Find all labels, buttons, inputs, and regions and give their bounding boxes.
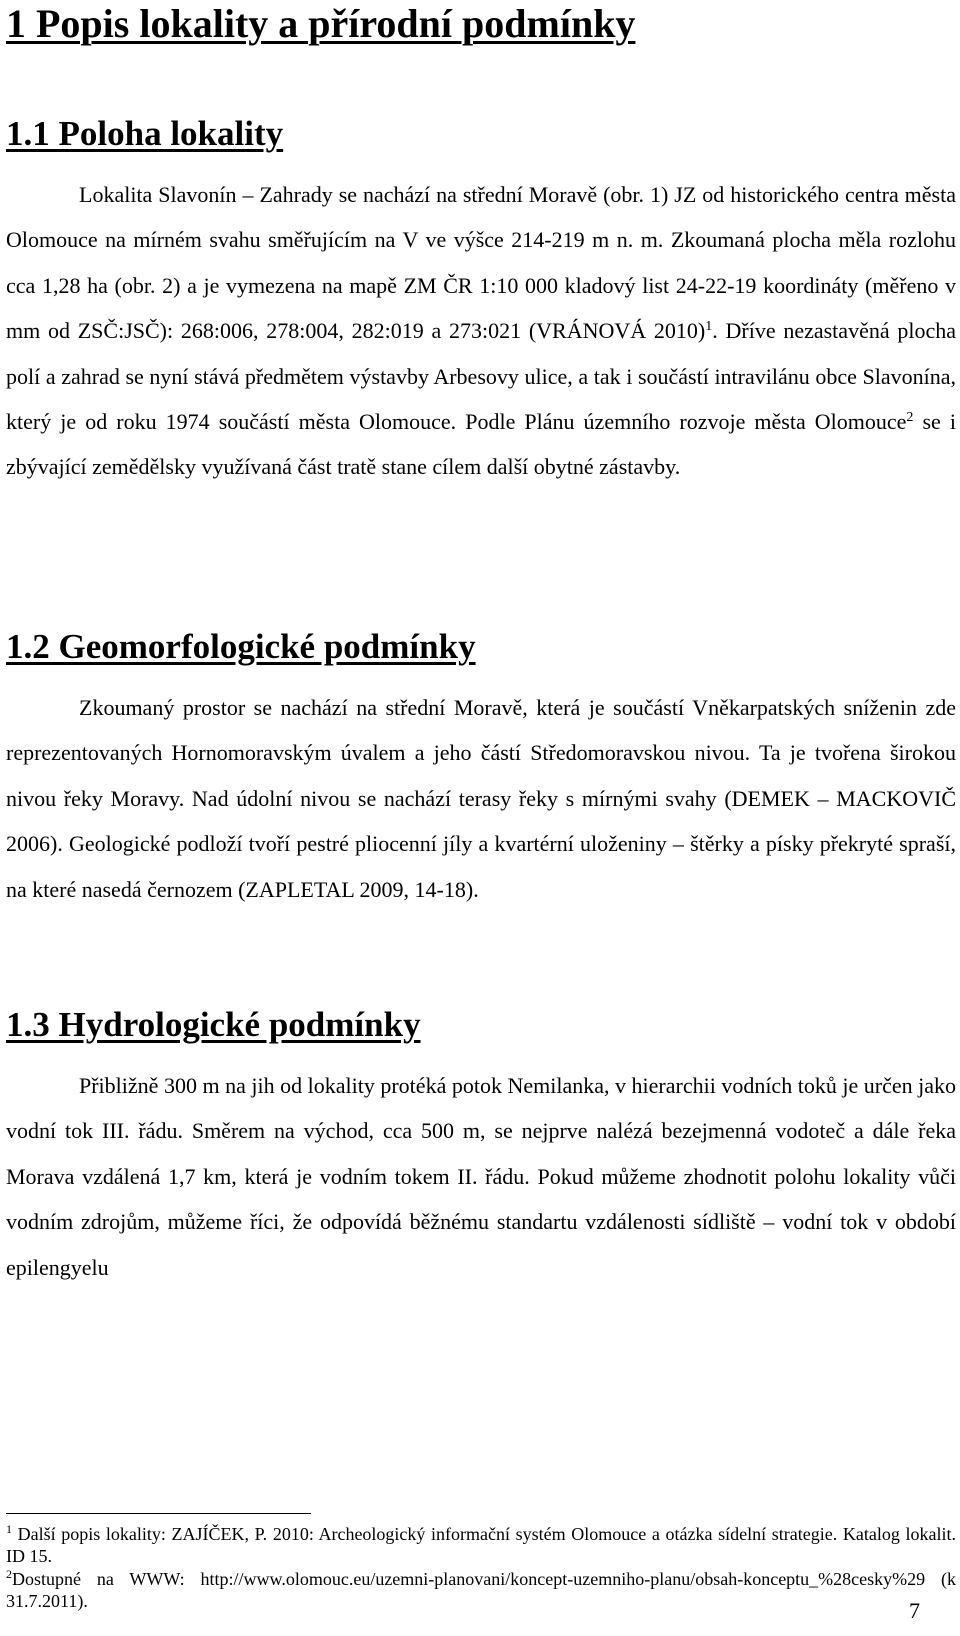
section-paragraph-geomorfologicke: Zkoumaný prostor se nachází na střední Moravě, která je součástí Vněkarpatských sníženin zde reprezentovaných Hornomoravským úvalem a jeho částí Středomoravskou nivou. Ta je tvořena širokou nivou řeky Moravy. Nad údolní nivou se nachází terasy řeky s mírnými svahy (DEMEK – MACKOVIČ 2006). Geologické podloží tvoří pestré pliocenní jíly a kvartérní uloženiny – štěrky a písky překryté spraší, na které nasedá černozem (ZAPLETAL 2009, 14-18). <box>6 695 956 902</box>
footnote-text: Další popis lokality: ZAJÍČEK, P. 2010: Archeologický informační systém Olomouce a otázka sídelní strategie. Katalog lokalit. ID 15. <box>6 1524 956 1567</box>
page-number: 7 <box>909 1598 920 1623</box>
footnote-2 <box>6 1568 956 1613</box>
footnote-text[interactable]: Dostupné na WWW: http://www.olomouc.eu/uzemni-planovani/koncept-uzemniho-planu/obsah-konceptu_%28cesky%29 (k 31.7.2011). <box>6 1568 956 1611</box>
footnote-number: 2 <box>6 1566 12 1581</box>
section-paragraph-hydrologicke: Přibližně 300 m na jih od lokality protéká potok Nemilanka, v hierarchii vodních toků je určen jako vodní tok III. řádu. Směrem na východ, cca 500 m, se nejprve nalézá bezejmenná vodoteč a dále řeka Morava vzdálená 1,7 km, která je vodním tokem II. řádu. Pokud můžeme zhodnotit polohu lokality vůči vodním zdrojům, můžeme říci, že odpovídá běžnému standartu vzdálenosti sídliště – vodní tok v období epilengyelu <box>6 1073 956 1280</box>
section-paragraph-poloha <box>6 172 956 490</box>
footnotes <box>6 1523 956 1612</box>
footnote-reference-2[interactable]: 2 <box>906 410 914 426</box>
section-heading-hydrologicke: 1.3 Hydrologické podmínky <box>6 1005 421 1044</box>
paragraph-text-part3: se i zbývající zemědělsky využívaná část tratě stane cílem další obytné zástavby. <box>6 409 956 480</box>
footnote-separator <box>6 1513 311 1514</box>
section-heading-geomorfologicke: 1.2 Geomorfologické podmínky <box>6 627 476 666</box>
footnote-1 <box>6 1523 956 1568</box>
footnote-number: 1 <box>6 1522 12 1536</box>
section-heading-poloha: 1.1 Poloha lokality <box>6 114 284 153</box>
chapter-title: 1 Popis lokality a přírodní podmínky <box>6 1 636 46</box>
footnote-reference-1[interactable]: 1 <box>705 319 713 335</box>
paragraph-text-part2: . Dříve nezastavěná plocha polí a zahrad se nyní stává předmětem výstavby Arbesovy ulice, a tak i součástí intravilánu obce Slavonína, který je od roku 1974 součástí města Olomouce. Podle Plánu územního rozvoje města Olomouce <box>6 318 956 435</box>
paragraph-text-part1: Lokalita Slavonín – Zahrady se nachází na střední Moravě (obr. 1) JZ od historického centra města Olomouce na mírném svahu směřujícím na V ve výšce 214-219 m n. m. Zkoumaná plocha měla rozlohu cca 1,28 ha (obr. 2) a je vymezena na mapě ZM ČR 1:10 000 kladový list 24-22-19 koordináty (měřeno v mm od ZSČ:JSČ): 268:006, 278:004, 282:019 a 273:021 (VRÁNOVÁ 2010) <box>6 182 956 344</box>
